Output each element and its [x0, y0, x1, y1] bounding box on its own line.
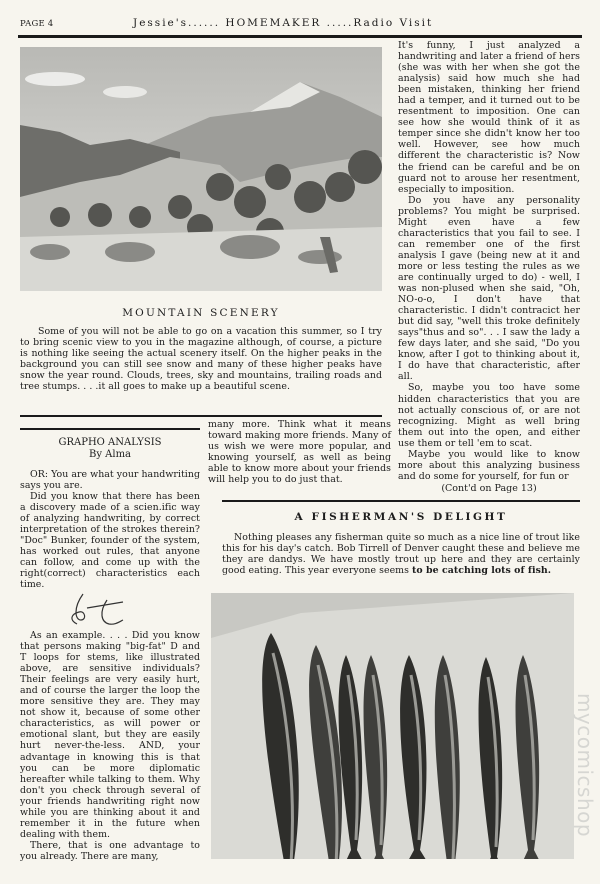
cloud: [25, 72, 85, 86]
right-column-article: [398, 40, 580, 482]
page-header: [20, 16, 580, 36]
handwriting-dt-loops: [65, 590, 135, 628]
grapho-analysis-column-1: [20, 469, 200, 591]
article-paragraph: [222, 532, 580, 576]
watermark-text: mycomicshop: [573, 692, 597, 838]
byline: By Alma: [88, 449, 132, 460]
mountain-scenery-photo: [20, 47, 382, 291]
continued-note: (Cont'd on Page 13): [441, 483, 537, 494]
article-paragraph: As an example. . . . Did you know that persons making "big-fat" D and T loops for stems, like illustrated above, are sensitive individuals? Their feelings are very easily hurt, and of course the larger the loop the more sensitive they are. They may not show it, because of some other characteristics, as will power or emotional slant, but they are easily hurt never-the-less. AND, your advantage in knowing this is that you can be more diplomatic hereafter while talking to them. Why don't you check through several of your friends handwriting right now while you are thinking about it and remember it in the future when dealing with them.: [20, 630, 200, 840]
article-paragraph: There, that is one advantage to you already. There are many,: [20, 839, 200, 862]
article-paragraph: Do you have any personality problems? You might be surprised. Might even have a few characteristics that you fail to see. I can remember one of the first analysis I gave (being new at it and more or less testing the rules as we are continually urged to do) - well, I was non-plused when she said, "Oh, NO-o-o, I don't have that characteristic. I didn't contracict her but did say, "well this troke definitely says"thus and so". . . I saw the lady a few days later, and she said, "Do you know, after I got to thinking about it, I do have that characteristic, after all.: [398, 194, 580, 383]
article-paragraph: It's funny, I just analyzed a handwriting and later a friend of hers (she was with her when she got the analysis) said how much she had been mistaken, thinking her friend had a temper, and it turned out to be resentment to imposition. One can see how she would think of it as temper since she didn't know her too well. However, see how much different the characteristic is? Now the friend can be careful and be on guard not to arouse her resentment, especially to imposition.: [398, 40, 580, 195]
article-title: GRAPHO ANALYSIS: [58, 437, 162, 448]
article-text: Nothing pleases any fisherman quite so much as a nice line of trout like this for his day's catch. Bob Tirrell of Denver caught these and believe me they are dandys. We have mostly trout up here and they are certainly good eating. This year everyone seems: [222, 532, 580, 577]
trout-catch-photo: [211, 593, 574, 859]
section-rule: [20, 428, 200, 430]
grapho-analysis-column-1-cont: [20, 630, 200, 862]
grapho-analysis-heading: [20, 437, 200, 461]
article-paragraph: OR: You are what your handwriting says you are.: [20, 469, 200, 492]
trout-illustration: [211, 593, 574, 859]
article-paragraph: Maybe you would like to know more about this analyzing business and do some for yourself, for fun or: [398, 448, 580, 482]
section-rule: [20, 415, 382, 417]
handwriting-sample: [65, 590, 135, 628]
grapho-analysis-column-2: [208, 419, 391, 485]
mountain-scenery-heading: MOUNTAIN SCENERY: [122, 307, 280, 319]
article-text-bold: to be catching lots of fish.: [412, 565, 552, 577]
mountain-illustration: [20, 47, 382, 291]
article-paragraph: So, maybe you too have some hidden characteristics that you are not actually conscious of, or are not recognizing. Might as well bring them out into the open, and either use them or tell 'em to scat.: [398, 382, 580, 449]
cloud: [103, 86, 147, 98]
article-paragraph: many more. Think what it means toward making more friends. Many of us wish we were more popular, and knowing yourself, as well as being able to know more about your friends will help you to do just that.: [208, 419, 391, 486]
section-rule: [222, 500, 580, 502]
mountain-scenery-article: [20, 326, 382, 392]
fishermans-delight-article: [222, 532, 580, 576]
fishermans-delight-heading: A FISHERMAN'S DELIGHT: [294, 511, 508, 523]
header-rule: [18, 35, 582, 38]
watermark: [573, 650, 597, 880]
article-paragraph: Some of you will not be able to go on a vacation this summer, so I try to bring scenic view to you in the magazine although, of course, a picture is nothing like seeing the actual scenery itself. On the higher peaks in the background you can still see snow and many of these higher peaks have snow the year round. Clouds, trees, sky and mountains, trailing roads and tree stumps. . . .it all goes to make up a beautiful scene.: [20, 326, 382, 393]
article-paragraph: Did you know that there has been a discovery made of a scien.ific way of analyzing handwriting, by correct interpretation of the strokes therein? "Doc" Bunker, founder of the system, has worked out rules, that anyone can follow, and come up with the right(correct) characteristics each time.: [20, 491, 200, 591]
page-number: PAGE 4: [20, 19, 54, 29]
masthead-title: Jessie's...... HOMEMAKER .....Radio Visit: [133, 17, 434, 29]
